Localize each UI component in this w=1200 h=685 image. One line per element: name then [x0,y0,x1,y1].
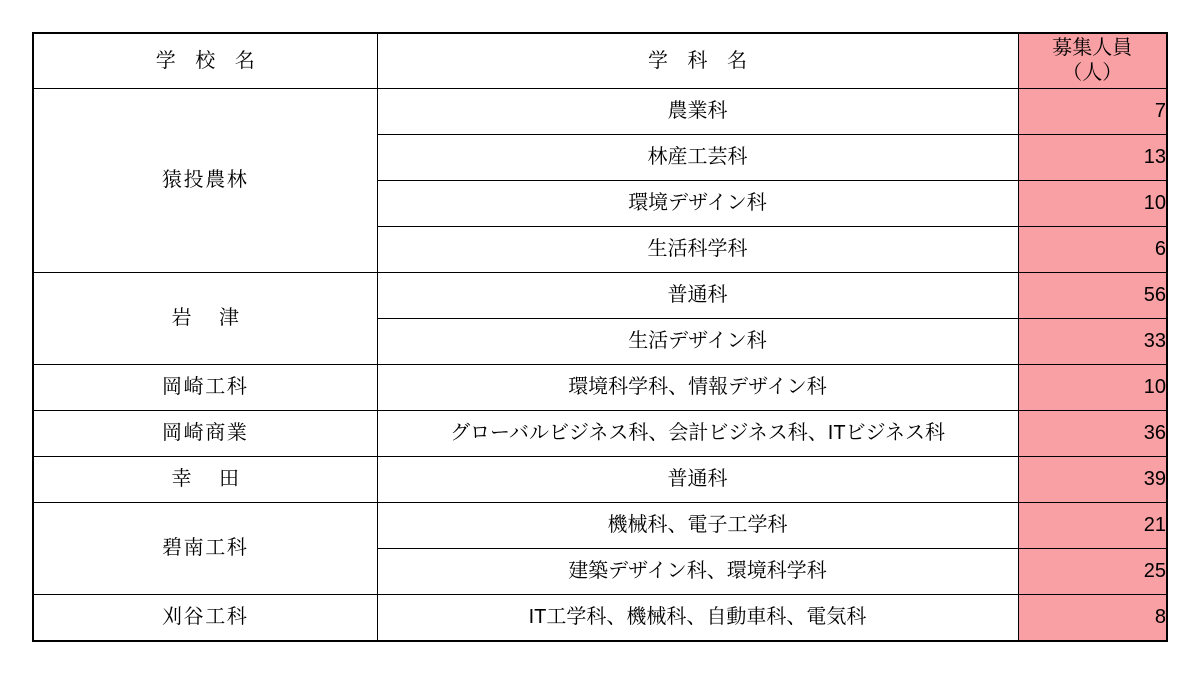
cell-school-name: 猿投農林 [33,89,377,273]
cell-quota-value: 56 [1018,273,1167,319]
table-row [33,89,1167,135]
cell-school-name: 岡崎工科 [33,365,377,411]
table-row [33,365,1167,411]
cell-school-name: 岩 津 [33,273,377,365]
cell-department-name: 生活デザイン科 [377,319,1018,365]
column-header-quota-line1: 募集人員 [1052,37,1133,59]
cell-department-name: IT工学科、機械科、自動車科、電気科 [377,595,1018,641]
table-header [33,33,1167,89]
cell-quota-value: 7 [1018,89,1167,135]
table-row [33,503,1167,549]
cell-department-name: 環境デザイン科 [377,181,1018,227]
cell-department-name: 生活科学科 [377,227,1018,273]
cell-quota-value: 13 [1018,135,1167,181]
table-body [33,89,1167,641]
cell-quota-value: 10 [1018,181,1167,227]
cell-department-name: 普通科 [377,457,1018,503]
cell-department-name: 林産工芸科 [377,135,1018,181]
cell-department-name: 普通科 [377,273,1018,319]
cell-department-name: 建築デザイン科、環境科学科 [377,549,1018,595]
table-row [33,457,1167,503]
cell-quota-value: 21 [1018,503,1167,549]
cell-school-name: 岡崎商業 [33,411,377,457]
table-row [33,411,1167,457]
column-header-quota-line2: （人） [1062,62,1123,84]
cell-department-name: グローバルビジネス科、会計ビジネス科、ITビジネス科 [377,411,1018,457]
column-header-school: 学 校 名 [33,33,377,89]
table-row [33,595,1167,641]
column-header-department: 学 科 名 [377,33,1018,89]
cell-quota-value: 36 [1018,411,1167,457]
recruitment-quota-table [32,32,1168,642]
cell-quota-value: 39 [1018,457,1167,503]
cell-quota-value: 33 [1018,319,1167,365]
cell-quota-value: 8 [1018,595,1167,641]
cell-department-name: 農業科 [377,89,1018,135]
table-row [33,273,1167,319]
cell-department-name: 環境科学科、情報デザイン科 [377,365,1018,411]
cell-school-name: 刈谷工科 [33,595,377,641]
cell-quota-value: 25 [1018,549,1167,595]
cell-school-name: 碧南工科 [33,503,377,595]
table-header-row [33,33,1167,89]
cell-school-name: 幸 田 [33,457,377,503]
column-header-quota [1018,33,1167,89]
cell-quota-value: 6 [1018,227,1167,273]
cell-quota-value: 10 [1018,365,1167,411]
cell-department-name: 機械科、電子工学科 [377,503,1018,549]
